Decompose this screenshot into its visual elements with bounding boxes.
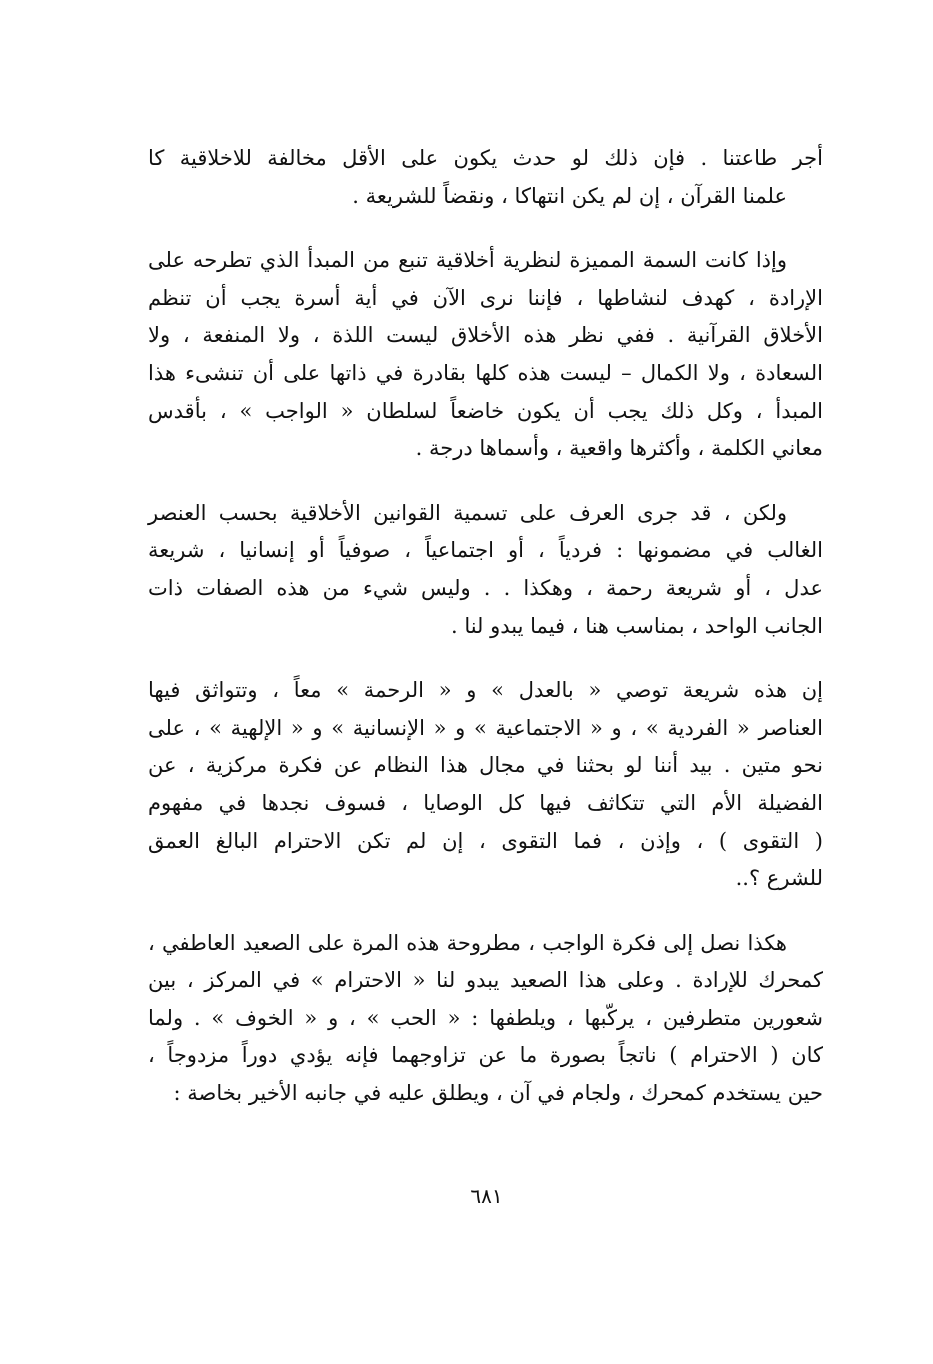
text-line: الإرادة ، كهدف لنشاطها ، فإننا نرى الآن في أية أسرة يجب أن تنظم [148,285,823,310]
text-line: كان ( الاحترام ) ناتجاً بصورة ما عن تزاوجهما فإنه يؤدي دوراً مزدوجاً ، [148,1043,823,1068]
text-line: كمحرك للإرادة . وعلى هذا الصعيد يبدو لنا « الاحترام » في المركز ، بين [148,968,823,993]
text-line: عدل ، أو شريعة رحمة ، وهكذا . . وليس شيء من هذه الصفات ذات [148,575,823,600]
body-text [148,140,823,1140]
text-line: العناصر « الفردية » ، و « الاجتماعية » و « الإنسانية » و « الإلهية » ، على [148,715,823,740]
text-line: علمنا القرآن ، إن لم يكن انتهاكا ، ونقضاً للشريعة . [352,183,787,208]
text-line: الفضيلة الأم التي تتكاثف فيها كل الوصايا ، فسوف نجدها في مفهوم [148,790,823,815]
text-line: الجانب الواحد ، بمناسب هنا ، فيما يبدو لنا . [450,613,823,638]
text-line: حين يستخدم كمحرك ، ولجام في آن ، ويطلق عليه في جانبه الأخير بخاصة : [173,1081,823,1106]
text-line: شعورين متطرفين ، يركّبها ، ويلطفها : « الحب » ، و « الخوف » . ولما [148,1005,823,1030]
text-line: نحو متين . بيد أننا لو بحثنا في مجال هذا النظام عن فكرة مركزية ، عن [148,753,823,778]
text-line: ولكن ، قد جرى العرف على تسمية القوانين الأخلاقية بحسب العنصر [148,500,787,525]
text-line: ( التقوى ) ، وإذن ، فما التقوى ، إن لم تكن الاحترام البالغ العمق [148,828,823,853]
paragraph-4 [148,672,823,898]
page-number: ٦٨١ [470,1184,503,1208]
text-line: هكذا نصل إلى فكرة الواجب ، مطروحة هذه المرة على الصعيد العاطفي ، [148,930,787,955]
text-line: معاني الكلمة ، وأكثرها واقعية ، وأسماها درجة . [415,436,823,461]
text-line: السعادة ، ولا الكمال – ليست هذه كلها بقادرة في ذاتها على أن تنشىء هذا [148,360,823,385]
paragraph-1 [148,140,823,215]
text-line: المبدأ ، وكل ذلك يجب أن يكون خاضعاً لسلطان « الواجب » ، بأقدس [148,398,823,423]
text-line: للشرع ؟.. [735,866,823,891]
text-line: الغالب في مضمونها : فردياً ، أو اجتماعياً ، صوفياً أو إنسانيا ، شريعة [148,538,823,563]
text-line: الأخلاق القرآنية . ففي نظر هذه الأخلاق ليست اللذة ، ولا المنفعة ، ولا [148,323,823,348]
text-line: إن هذه شريعة توصي « بالعدل » و « الرحمة » معاً ، وتتواثق فيها [148,678,823,703]
text-line: أجر طاعتنا . فإن ذلك لو حدث يكون على الأقل مخالفة للاخلاقية كا [148,146,823,170]
paragraph-5 [148,925,823,1113]
paragraph-2 [148,242,823,468]
text-line: وإذا كانت السمة المميزة لنظرية أخلاقية تنبع من المبدأ الذي تطرحه على [148,248,787,273]
paragraph-3 [148,495,823,645]
